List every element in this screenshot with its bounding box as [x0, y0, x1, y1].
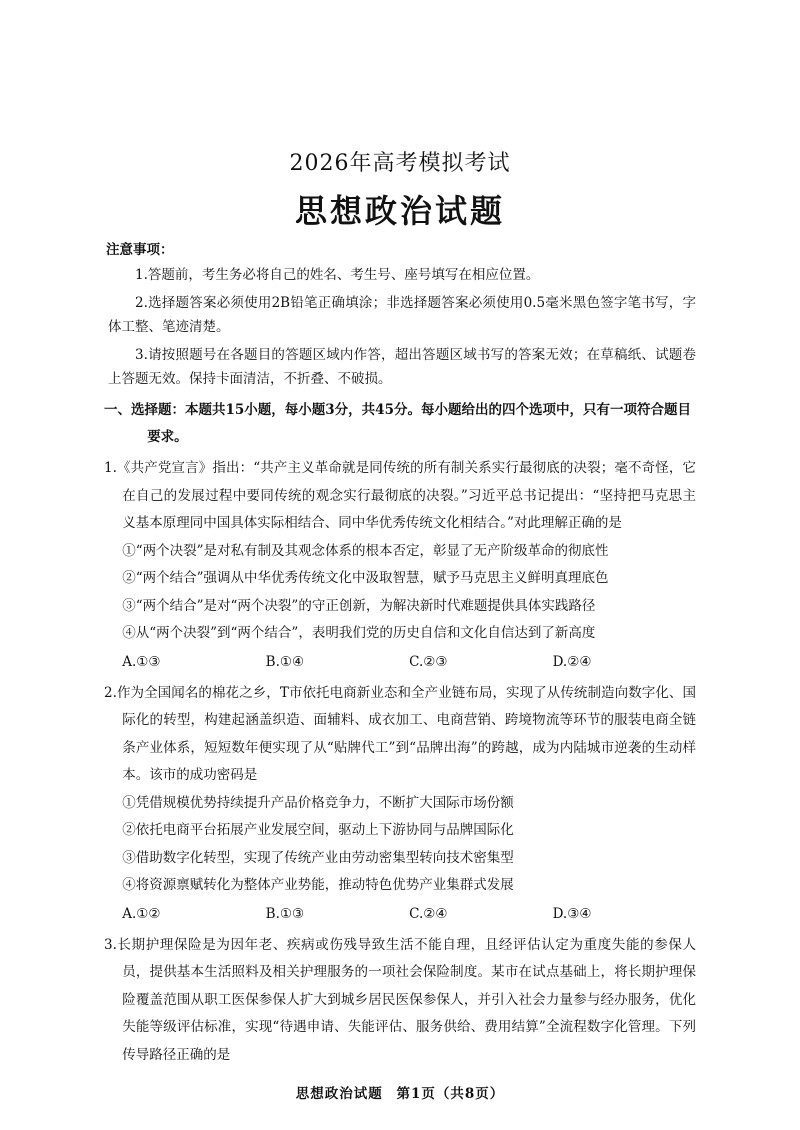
question-1: [104, 455, 696, 676]
choice-c: C.②④: [409, 905, 448, 922]
footer-page-number: 第1页（共8页）: [396, 1086, 505, 1102]
choice-b: B.①③: [265, 905, 305, 922]
page-footer: [0, 1082, 800, 1102]
question-option: ④将资源禀赋转化为整体产业势能，推动特色优势产业集群式发展: [122, 877, 514, 893]
question-2: [104, 680, 696, 928]
question-stem: 2.作为全国闻名的棉花之乡，T市依托电商新业态和全产业链布局，实现了从传统制造向数字化、国际化的转型，构建起涵盖织造、面辅料、成衣加工、电商营销、跨境物流等环节的服装电商全链条产业体系，短短数年便实现了从“贴牌代工”到“品牌出海”的跨越，成为内陆城市逆袭的生动样本。该市的成功密码是: [104, 684, 696, 783]
question-option: ②依托电商平台拓展产业发展空间，驱动上下游协同与品牌国际化: [122, 822, 514, 838]
answer-choices: [104, 900, 696, 928]
question-option: ④从“两个决裂”到“两个结合”，表明我们党的历史自信和文化自信达到了新高度: [122, 625, 596, 641]
choice-a: A.①③: [122, 653, 161, 670]
question-option: ③借助数字化转型，实现了传统产业由劳动密集型转向技术密集型: [122, 849, 514, 866]
section-heading: 一、选择题：本题共15小题，每小题3分，共45分。每小题给出的四个选项中，只有一项符合题目要求。: [104, 402, 691, 445]
footer-subject: 思想政治试题: [295, 1086, 383, 1102]
choice-c: C.②③: [409, 653, 448, 670]
notice-item-3: 3.请按照题号在各题目的答题区域内作答，超出答题区域书写的答案无效；在草稿纸、试题卷上答题无效。保持卡面清洁，不折叠、不破损。: [108, 347, 696, 387]
answer-choices: [104, 648, 696, 676]
question-option: ①“两个决裂”是对私有制及其观念体系的根本否定，彰显了无产阶级革命的彻底性: [122, 542, 609, 559]
choice-d: D.③④: [552, 905, 592, 922]
notice-item-2: 2.选择题答案必须使用2B铅笔正确填涂；非选择题答案必须使用0.5毫米黑色签字笔书写，字体工整、笔迹清楚。: [108, 295, 696, 335]
notice-item-1: 1.答题前，考生务必将自己的姓名、考生号、座号填写在相应位置。: [135, 267, 540, 283]
question-option: ③“两个结合”是对“两个决裂”的守正创新，为解决新时代难题提供具体实践路径: [122, 597, 596, 614]
question-option: ①凭借规模优势持续提升产品价格竞争力，不断扩大国际市场份额: [122, 794, 514, 811]
exam-content: [104, 238, 696, 1069]
question-option: ②“两个结合”强调从中华优秀传统文化中汲取智慧，赋予马克思主义鲜明真理底色: [122, 570, 609, 586]
notice-heading: 注意事项：: [106, 242, 174, 258]
exam-title: 2026年高考模拟考试: [289, 151, 511, 176]
question-stem: 1.《共产党宣言》指出：“共产主义革命就是同传统的所有制关系实行最彻底的决裂；毫不奇怪，它在自己的发展过程中要同传统的观念实行最彻底的决裂。”习近平总书记提出：“坚持把马克思主义基本原理同中国具体实际相结合、同中华优秀传统文化相结合。”对此理解正确的是: [104, 460, 696, 531]
choice-a: A.①②: [122, 905, 161, 922]
question-stem: 3.长期护理保险是为因年老、疾病或伤残导致生活不能自理，且经评估认定为重度失能的参保人员，提供基本生活照料及相关护理服务的一项社会保险制度。某市在试点基础上，将长期护理保险覆盖范围从职工医保参保人扩大到城乡居民医保参保人，并引入社会力量参与经办服务，优化失能等级评估标准，实现“待遇申请、失能评估、服务供给、费用结算”全流程数字化管理。下列传导路径正确的是: [104, 936, 696, 1063]
choice-b: B.①④: [265, 653, 305, 670]
subject-title: 思想政治试题: [294, 192, 505, 230]
question-3: [104, 932, 696, 1070]
choice-d: D.②④: [552, 653, 592, 670]
